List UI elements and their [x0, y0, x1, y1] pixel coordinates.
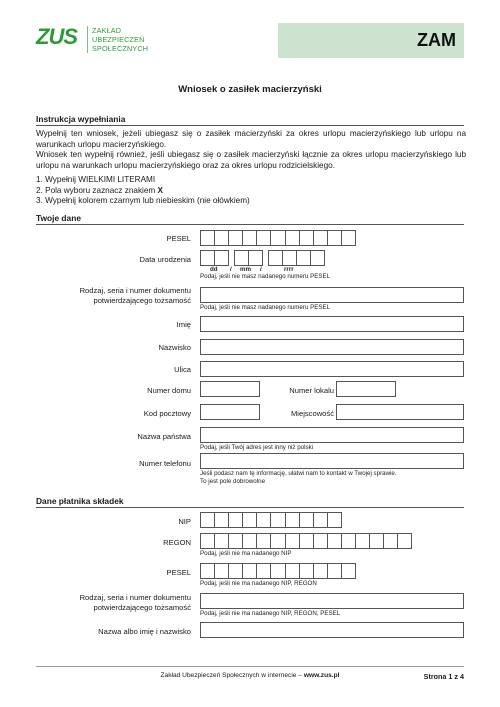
phone-hint-line-1: Jeśli podasz nam tę informację, ułatwi nam to kontakt w Twojej sprawie. — [200, 470, 397, 477]
footer-label: Zakład Ubezpieczeń Społecznych w internecie – — [160, 672, 304, 679]
phone-label: Numer telefonu — [139, 459, 191, 468]
your-data-heading: Twoje dane — [36, 213, 464, 225]
phone-hint-line-2: To jest pole dobrowolne — [200, 477, 266, 485]
birth-month-input[interactable] — [234, 250, 263, 266]
street-label: Ulica — [174, 365, 191, 374]
date-mm-label: mm — [240, 266, 252, 273]
street-input[interactable] — [200, 361, 464, 377]
payer-name-input[interactable] — [200, 622, 464, 638]
country-hint: Podaj, jeśli Twój adres jest inny niż polski — [200, 444, 314, 451]
regon-input[interactable] — [200, 533, 412, 549]
id-doc-label-line-1: Rodzaj, seria i numer dokumentu — [79, 286, 191, 295]
instructions-para-2: Wniosek ten wypełnij również, jeśli ubiegasz się o zasiłek macierzyński łącznie za okres urlopu macierzyńskiego lub urlopu na warunkach urlopu macierzyńskiego oraz za okres urlopu rodzicielskiego. — [36, 150, 466, 170]
id-doc-label — [80, 286, 191, 305]
country-label: Nazwa państwa — [137, 432, 191, 441]
footer-divider — [36, 666, 464, 667]
nip-input[interactable] — [200, 512, 342, 528]
step-2 — [36, 186, 250, 197]
date-rrrr-label: rrrr — [284, 266, 294, 273]
step-2-text: 2. Pola wyboru zaznacz znakiem — [36, 185, 158, 195]
regon-label: REGON — [163, 538, 191, 547]
payer-id-doc-hint: Podaj, jeśli nie ma nadanego NIP, REGON, PESEL — [200, 610, 341, 617]
payer-pesel-hint: Podaj, jeśli nie ma nadanego NIP, REGON — [200, 580, 317, 587]
instructions-para-1: Wypełnij ten wniosek, jeżeli ubiegasz się o zasiłek macierzyński za okres urlopu macierzyńskiego lub urlopu na warunkach urlopu macierzyńskiego. — [36, 129, 466, 149]
last-name-label: Nazwisko — [158, 343, 191, 352]
city-label: Miejscowość — [290, 409, 334, 418]
house-no-input[interactable] — [200, 381, 260, 397]
date-sep-2: / — [260, 266, 262, 273]
house-no-label: Numer domu — [147, 386, 191, 395]
logo-line-2: UBEZPIECZEŃ — [92, 35, 145, 44]
payer-pesel-label: PESEL — [166, 568, 191, 577]
logo-line-3: SPOŁECZNYCH — [92, 44, 149, 53]
postal-code-label: Kod pocztowy — [143, 409, 191, 418]
payer-name-label: Nazwa albo imię i nazwisko — [98, 627, 191, 636]
first-name-label: Imię — [176, 320, 191, 329]
birth-date-label: Data urodzenia — [139, 255, 191, 264]
step-3: 3. Wypełnij kolorem czarnym lub niebieskim (nie ołówkiem) — [36, 196, 250, 206]
payer-id-doc-label-line-1: Rodzaj, seria i numer dokumentu — [79, 593, 191, 602]
page-number: Strona 1 z 4 — [423, 672, 464, 681]
payer-pesel-input[interactable] — [200, 563, 356, 579]
logo-text — [92, 26, 148, 53]
pesel-input[interactable] — [200, 230, 356, 246]
footer-url: www.zus.pl — [303, 672, 340, 679]
nip-label: NIP — [178, 517, 191, 526]
step-1: 1. Wypełnij WIELKIMI LITERAMI — [36, 175, 156, 184]
apt-no-input[interactable] — [336, 381, 396, 397]
document-title: Wniosek o zasiłek macierzyński — [178, 84, 322, 95]
country-input[interactable] — [200, 427, 464, 443]
last-name-input[interactable] — [200, 339, 464, 355]
instructions-heading: Instrukcja wypełniania — [36, 114, 464, 126]
date-sep-1: / — [230, 266, 232, 273]
id-doc-hint: Podaj, jeśli nie masz nadanego numeru PESEL — [200, 304, 331, 311]
form-code-box — [278, 23, 464, 58]
payer-data-heading: Dane płatnika składek — [36, 496, 464, 508]
birth-date-hint: Podaj, jeśli nie masz nadanego numeru PESEL — [200, 273, 331, 280]
date-dd-label: dd — [210, 266, 218, 273]
city-input[interactable] — [336, 404, 464, 420]
apt-no-label: Numer lokalu — [289, 386, 334, 395]
first-name-input[interactable] — [200, 316, 464, 332]
form-code: ZAM — [417, 30, 456, 50]
pesel-label: PESEL — [166, 234, 191, 243]
page-header — [0, 0, 500, 62]
payer-id-doc-label-line-2: potwierdzającego tożsamość — [93, 602, 191, 612]
step-2-mark: X — [157, 185, 163, 195]
logo-line-1: ZAKŁAD — [92, 26, 122, 35]
zus-logo: ZUS — [36, 24, 77, 49]
birth-day-input[interactable] — [200, 250, 229, 266]
regon-hint: Podaj, jeśli nie ma nadanego NIP — [200, 550, 292, 557]
id-doc-label-line-2: potwierdzającego tożsamość — [93, 295, 191, 305]
payer-id-doc-label — [80, 593, 191, 612]
instructions-steps — [36, 175, 250, 207]
phone-hint — [200, 470, 397, 485]
birth-year-input[interactable] — [268, 250, 325, 266]
payer-id-doc-input[interactable] — [200, 593, 464, 609]
postal-code-input[interactable] — [200, 404, 260, 420]
logo-divider — [87, 26, 88, 53]
id-doc-input[interactable] — [200, 287, 464, 303]
phone-input[interactable] — [200, 453, 464, 469]
